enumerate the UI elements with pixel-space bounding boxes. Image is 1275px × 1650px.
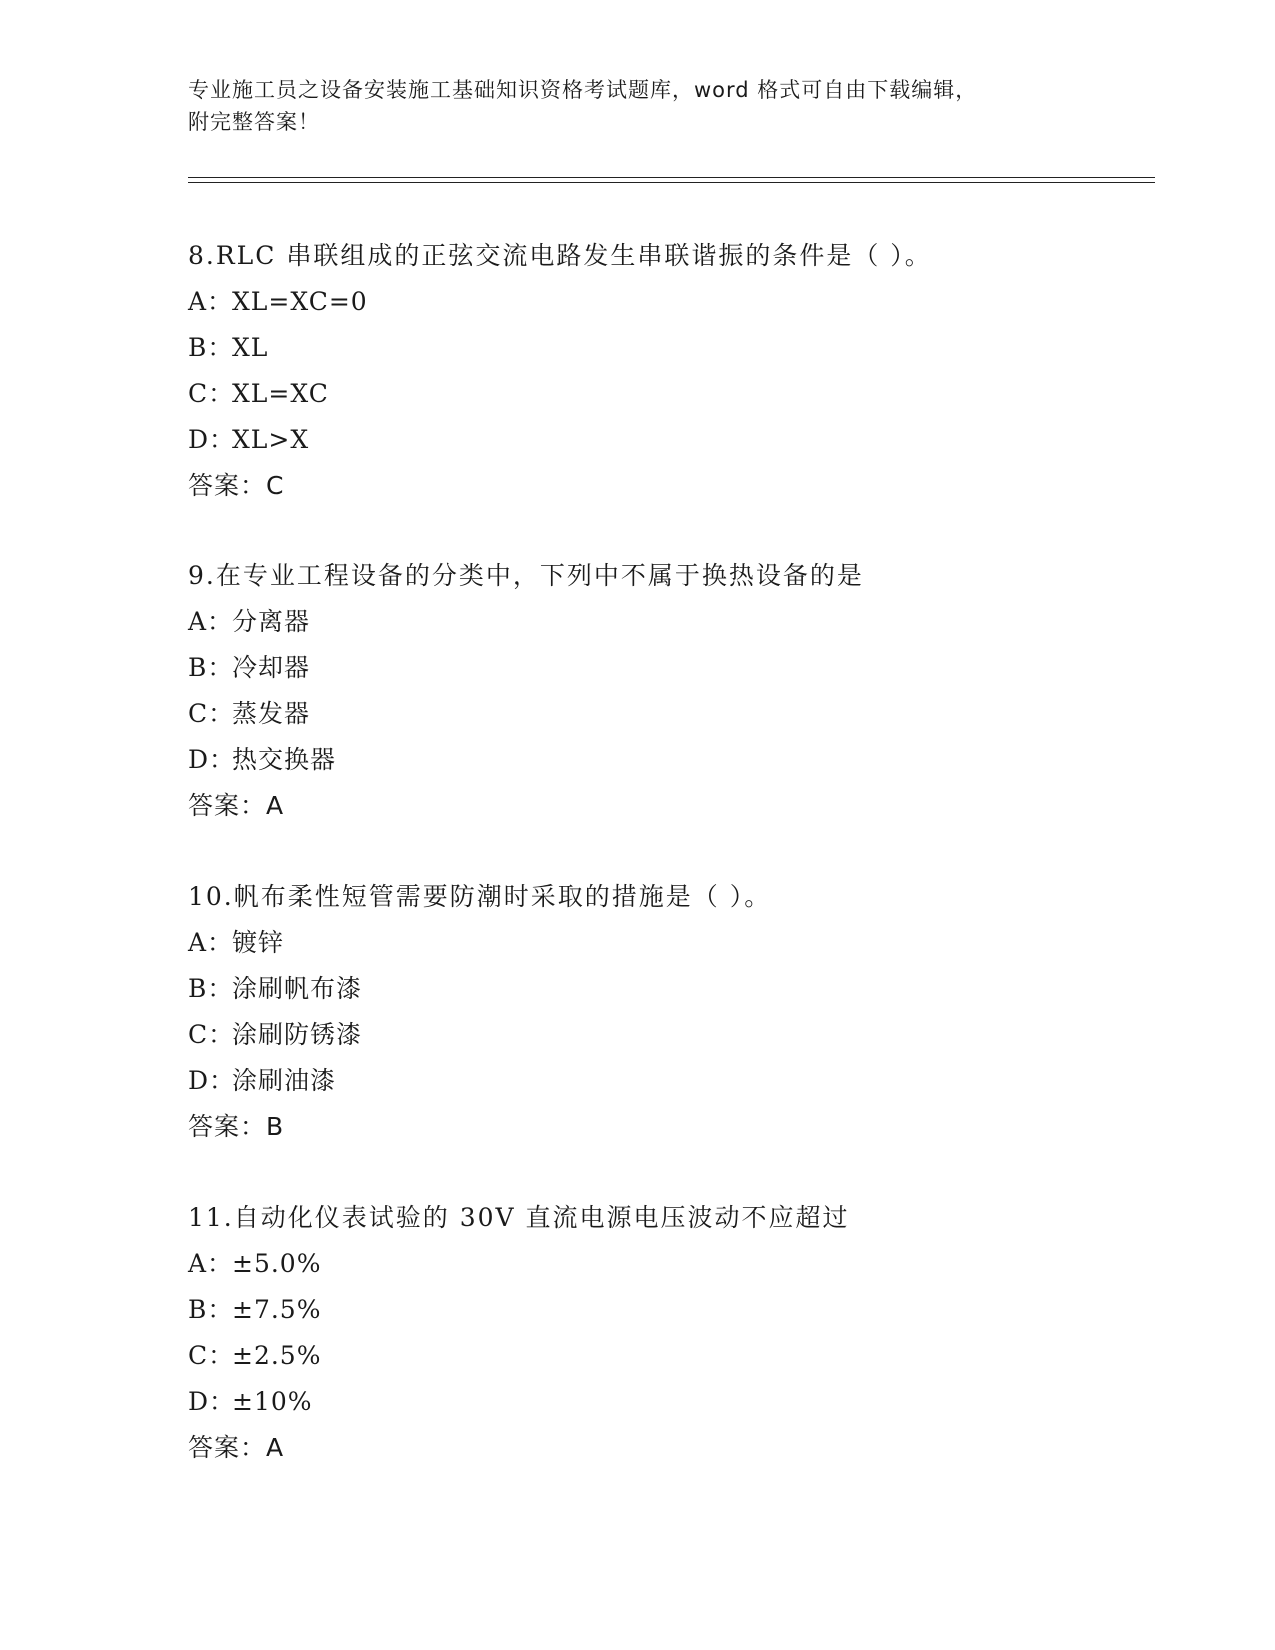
question-title: 10.帆布柔性短管需要防潮时采取的措施是（ ）。 [188,882,772,911]
option-b [188,334,1148,380]
option-text: 涂刷油漆 [232,1066,337,1095]
option-key: A： [188,1249,234,1278]
option-key: C： [188,379,235,408]
answer-line: 答案：C [188,471,285,500]
question-title: 11.自动化仪表试验的 30V 直流电源电压波动不应超过 [188,1203,850,1232]
option-key: B： [188,1295,234,1324]
option-text: ±10% [232,1387,313,1416]
option-text: XL=XC=0 [232,287,368,316]
option-c [188,1021,1148,1067]
option-text: XL>X [232,425,310,454]
question-10 [188,883,1148,1159]
question-title: 9.在专业工程设备的分类中，下列中不属于换热设备的是 [188,561,864,590]
option-d [188,746,1148,792]
option-key: D： [188,1387,236,1416]
option-key: A： [188,607,234,636]
option-text: ±2.5% [232,1341,322,1370]
question-9 [188,562,1148,838]
option-text: 涂刷防锈漆 [232,1020,363,1049]
option-b [188,1296,1148,1342]
option-text: 冷却器 [232,653,311,682]
option-key: B： [188,653,234,682]
option-text: 分离器 [232,607,311,636]
option-text: 涂刷帆布漆 [232,974,363,1003]
option-a [188,288,1148,334]
question-11 [188,1204,1148,1480]
option-key: B： [188,974,234,1003]
option-key: C： [188,699,235,728]
option-a [188,608,1148,654]
option-text: 热交换器 [232,745,337,774]
option-key: D： [188,745,236,774]
option-c [188,380,1148,426]
option-b [188,654,1148,700]
option-key: C： [188,1341,235,1370]
option-c [188,700,1148,746]
option-key: D： [188,1066,236,1095]
question-title: 8.RLC 串联组成的正弦交流电路发生串联谐振的条件是（ ）。 [188,241,932,270]
option-d [188,1067,1148,1113]
option-text: XL=XC [232,379,329,408]
header-divider-bottom [188,182,1155,183]
option-d [188,426,1148,472]
header-divider-top [188,177,1155,178]
option-key: A： [188,287,234,316]
option-text: 镀锌 [232,928,285,957]
answer-line: 答案：A [188,1433,285,1462]
header-line-1: 专业施工员之设备安装施工基础知识资格考试题库，word 格式可自由下载编辑， [188,78,978,102]
option-a [188,929,1148,975]
option-text: ±5.0% [232,1249,322,1278]
option-key: B： [188,333,234,362]
option-c [188,1342,1148,1388]
option-key: D： [188,425,236,454]
option-key: C： [188,1020,235,1049]
option-b [188,975,1148,1021]
option-a [188,1250,1148,1296]
header-line-2: 附完整答案！ [188,110,320,134]
answer-line: 答案：B [188,1112,285,1141]
answer-line: 答案：A [188,791,285,820]
option-key: A： [188,928,234,957]
question-8 [188,242,1148,518]
option-text: ±7.5% [232,1295,322,1324]
document-header [188,74,1088,138]
option-d [188,1388,1148,1434]
option-text: XL [232,333,269,362]
option-text: 蒸发器 [232,699,311,728]
